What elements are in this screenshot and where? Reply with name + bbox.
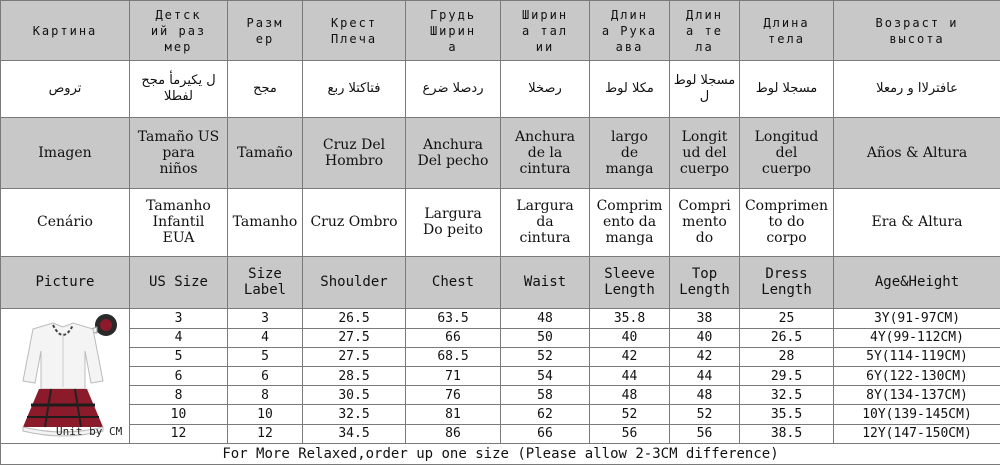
header-cell-pt-5: Largura da cintura: [501, 188, 590, 256]
data-cell: 29.5: [740, 366, 834, 385]
header-cell-en-8: Dress Length: [740, 256, 834, 309]
table-row: [1, 366, 1000, 385]
data-cell: 54: [501, 366, 590, 385]
data-cell: 26.5: [740, 328, 834, 347]
table-row: [1, 386, 1000, 405]
data-cell: 10: [130, 405, 228, 424]
data-cell: 8: [130, 386, 228, 405]
header-cell-es-3: Cruz Del Hombro: [303, 118, 406, 189]
data-cell: 27.5: [303, 347, 406, 366]
header-row-ru: [1, 1, 1000, 61]
footer-row: [1, 443, 1000, 464]
product-image: [5, 311, 125, 441]
data-cell: 81: [406, 405, 501, 424]
header-cell-ar-8: مسجلا لوط: [740, 61, 834, 118]
product-picture-cell: [1, 309, 130, 443]
data-cell: 44: [590, 366, 670, 385]
data-cell: 66: [501, 424, 590, 443]
header-cell-pt-4: Largura Do peito: [406, 188, 501, 256]
data-cell: 5Y(114-119CM): [834, 347, 1000, 366]
data-cell: 50: [501, 328, 590, 347]
data-cell: 38.5: [740, 424, 834, 443]
data-cell: 68.5: [406, 347, 501, 366]
footer-note: For More Relaxed,order up one size (Please allow 2-3CM difference): [1, 443, 1000, 464]
table-row: [1, 347, 1000, 366]
header-row-en: [1, 256, 1000, 309]
data-cell: 12Y(147-150CM): [834, 424, 1000, 443]
data-cell: 35.8: [590, 309, 670, 328]
header-cell-es-4: Anchura Del pecho: [406, 118, 501, 189]
data-cell: 40: [670, 328, 740, 347]
header-cell-ar-4: ردصلا ضرع: [406, 61, 501, 118]
header-row-ar: [1, 61, 1000, 118]
header-cell-ru-6: Длин а Рука ава: [590, 1, 670, 61]
data-cell: 4: [130, 328, 228, 347]
header-row-pt: [1, 188, 1000, 256]
data-cell: 3Y(91-97CM): [834, 309, 1000, 328]
header-cell-ru-9: Возраст и высота: [834, 1, 1000, 61]
data-cell: 58: [501, 386, 590, 405]
data-cell: 56: [590, 424, 670, 443]
data-cell: 30.5: [303, 386, 406, 405]
data-cell: 48: [501, 309, 590, 328]
data-cell: 34.5: [303, 424, 406, 443]
data-cell: 8Y(134-137CM): [834, 386, 1000, 405]
data-cell: 28.5: [303, 366, 406, 385]
header-cell-en-3: Shoulder: [303, 256, 406, 309]
unit-note: Unit by CM: [56, 424, 123, 438]
data-cell: 6: [130, 366, 228, 385]
data-cell: 48: [670, 386, 740, 405]
data-cell: 12: [130, 424, 228, 443]
header-cell-es-5: Anchura de la cintura: [501, 118, 590, 189]
header-cell-ru-5: Ширин а тал ии: [501, 1, 590, 61]
header-cell-ar-7: مسجلا لوط ل: [670, 61, 740, 118]
data-cell: 38: [670, 309, 740, 328]
data-cell: 62: [501, 405, 590, 424]
data-cell: 5: [228, 347, 303, 366]
header-cell-es-6: largo de manga: [590, 118, 670, 189]
header-cell-ar-6: مكلا لوط: [590, 61, 670, 118]
data-cell: 52: [670, 405, 740, 424]
data-cell: 76: [406, 386, 501, 405]
header-cell-en-9: Age&Height: [834, 256, 1000, 309]
data-cell: 27.5: [303, 328, 406, 347]
data-cell: 52: [501, 347, 590, 366]
data-cell: 4Y(99-112CM): [834, 328, 1000, 347]
table-row: [1, 328, 1000, 347]
data-cell: 40: [590, 328, 670, 347]
data-cell: 32.5: [740, 386, 834, 405]
header-cell-ar-3: فتاكتلا ربع: [303, 61, 406, 118]
table-row: [1, 424, 1000, 443]
data-cell: 44: [670, 366, 740, 385]
header-cell-en-1: US Size: [130, 256, 228, 309]
header-cell-pt-2: Tamanho: [228, 188, 303, 256]
data-cell: 12: [228, 424, 303, 443]
header-cell-es-8: Longitud del cuerpo: [740, 118, 834, 189]
header-cell-en-7: Top Length: [670, 256, 740, 309]
data-cell: 8: [228, 386, 303, 405]
header-cell-pt-6: Comprim ento da manga: [590, 188, 670, 256]
data-cell: 48: [590, 386, 670, 405]
header-cell-ar-5: رصخلا: [501, 61, 590, 118]
data-cell: 4: [228, 328, 303, 347]
data-cell: 3: [130, 309, 228, 328]
header-cell-es-1: Tamaño US para niños: [130, 118, 228, 189]
data-cell: 25: [740, 309, 834, 328]
header-row-es: [1, 118, 1000, 189]
header-cell-pt-1: Tamanho Infantil EUA: [130, 188, 228, 256]
header-cell-ru-2: Разм ер: [228, 1, 303, 61]
header-cell-ar-2: مجح: [228, 61, 303, 118]
header-cell-es-2: Tamaño: [228, 118, 303, 189]
header-cell-pt-9: Era & Altura: [834, 188, 1000, 256]
header-cell-ru-3: Крест Плеча: [303, 1, 406, 61]
header-cell-es-0: Imagen: [1, 118, 130, 189]
header-cell-ru-4: Грудь Ширин а: [406, 1, 501, 61]
data-cell: 6Y(122-130CM): [834, 366, 1000, 385]
header-cell-ru-8: Длина тела: [740, 1, 834, 61]
header-cell-ar-9: عافترلاا و رمعلا: [834, 61, 1000, 118]
header-cell-ru-1: Детск ий раз мер: [130, 1, 228, 61]
data-cell: 3: [228, 309, 303, 328]
data-cell: 35.5: [740, 405, 834, 424]
header-cell-pt-7: Compri mento do: [670, 188, 740, 256]
header-cell-es-7: Longit ud del cuerpo: [670, 118, 740, 189]
header-cell-ru-7: Длин а те ла: [670, 1, 740, 61]
header-cell-en-2: Size Label: [228, 256, 303, 309]
header-cell-ar-0: تروص: [1, 61, 130, 118]
table-row: [1, 309, 1000, 328]
header-cell-es-9: Años & Altura: [834, 118, 1000, 189]
header-cell-en-0: Picture: [1, 256, 130, 309]
data-cell: 10Y(139-145CM): [834, 405, 1000, 424]
header-cell-ar-1: ل يكيرمأ مجح لفطلا: [130, 61, 228, 118]
header-cell-en-5: Waist: [501, 256, 590, 309]
cardigan-icon: [23, 323, 103, 389]
data-cell: 42: [590, 347, 670, 366]
header-cell-en-6: Sleeve Length: [590, 256, 670, 309]
data-cell: 42: [670, 347, 740, 366]
data-cell: 86: [406, 424, 501, 443]
header-cell-ru-0: Картина: [1, 1, 130, 61]
data-cell: 66: [406, 328, 501, 347]
data-cell: 32.5: [303, 405, 406, 424]
header-cell-en-4: Chest: [406, 256, 501, 309]
data-cell: 28: [740, 347, 834, 366]
data-cell: 52: [590, 405, 670, 424]
header-cell-pt-8: Comprimen to do corpo: [740, 188, 834, 256]
data-cell: 6: [228, 366, 303, 385]
table-row: [1, 405, 1000, 424]
data-cell: 56: [670, 424, 740, 443]
data-cell: 10: [228, 405, 303, 424]
header-cell-pt-3: Cruz Ombro: [303, 188, 406, 256]
data-cell: 5: [130, 347, 228, 366]
data-cell: 71: [406, 366, 501, 385]
data-cell: 63.5: [406, 309, 501, 328]
header-cell-pt-0: Cenário: [1, 188, 130, 256]
data-cell: 26.5: [303, 309, 406, 328]
